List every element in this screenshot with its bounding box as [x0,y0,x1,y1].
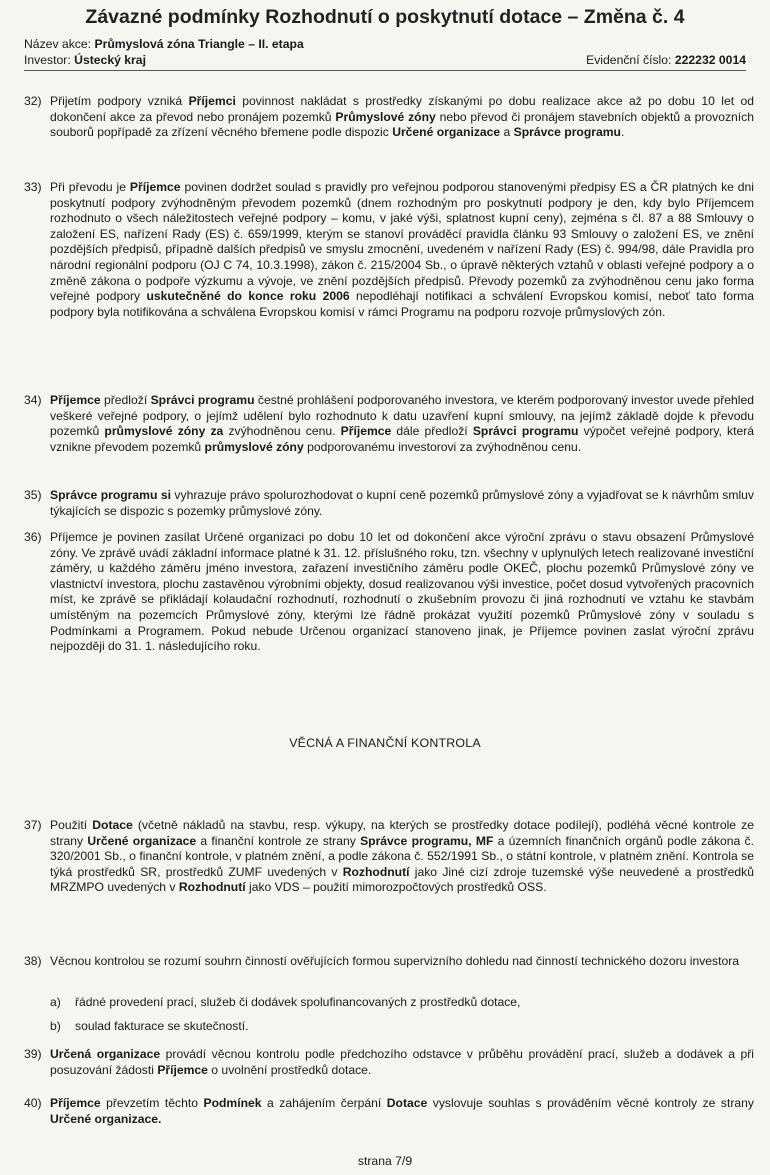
subclause-text: řádné provedení prací, služeb či dodávek spolufinancovaných z prostředků dotace, [75,995,521,1009]
bold-term: Příjemce [129,180,181,194]
bold-term: Příjemce [50,1096,101,1110]
investor-value: Ústecký kraj [74,53,146,67]
text-run: povinen dodržet soulad s pravidly pro veřejnou podporou stanovenými předpisy ES a ČR platných ke dni poskytnutí podpory zvýhodněným převodem pozemků (dnem rozhodným pro poskytnutí podpory je den, kdy bylo Příjemcem rozhodnuto o všech náležitostech veřejné podpory – komu, v jaké výši, splatnost kupní ceny), zejména s čl. 87 a 88 Smlouvy o založení ES, nařízení Rady (ES) č. 659/1999, kterým se stanoví prováděcí pravidla článku 93 Smlouvy o založení ES, ve znění pozdějších předpisů, případně dalších předpisů ve smyslu zmocnění, uvedeném v nařízení Rady (ES) č. 994/98, dále Pravidla pro národní regionální podporu (OJ C 74, 10.3.1998), zákon č. 215/2004 Sb., o úpravě některých vztahů v oblasti veřejné podpory a o změně zákona o podpoře výzkumu a vývoje, ve znění pozdějších předpisů. Převody pozemků za zvýhodněnou cenu jako forma veřejné podpory [50,180,755,304]
bold-term: Rozhodnutí [342,864,410,879]
text-run: (včetně nákladů na stavbu, resp. výkupy, na kterých se prostředky dotace podílejí), podléhá věcné kontrole ze strany [50,818,754,848]
subclause-b [50,1019,750,1035]
text-run: a [500,125,514,140]
clause-33 [24,180,754,320]
investor-label: Investor: [24,53,71,67]
clause-number: 32) [24,94,42,108]
text-run: jako VDS – použití mimorozpočtových prostředků OSS. [245,880,547,895]
subclause-text: soulad fakturace se skutečností. [75,1019,249,1033]
evidence-value: 222232 0014 [674,53,746,67]
clause-39 [24,1047,754,1078]
bold-term: Správce programu [513,125,621,140]
text-run: předloží [100,393,151,407]
bold-term: uskutečněné do konce roku 2006 [146,289,350,304]
page-number: strana 7/9 [357,1154,413,1168]
text-run: Použití [50,818,93,832]
text-run: Při převodu je [50,180,130,194]
clause-number: 37) [24,818,42,832]
clause-number: 40) [24,1096,42,1110]
text-run: . [620,125,625,140]
bold-term: průmyslové zóny [204,439,304,454]
bold-term: Dotace [92,818,133,832]
clause-number: 39) [24,1047,42,1061]
bold-term: Příjemce [340,424,392,439]
action-label: Název akce: [24,37,92,51]
subclause-letter: b) [50,1019,61,1033]
text-run: čestné prohlášení podporovaného investora, ve kterém podporovaný investor uvede přehled veškeré veřejné podpory, o jejímž udělení bylo rozhodnuto k datu uzavření kupní smlouvy, na jejímž základě dojde k převodu pozemků [50,393,754,439]
bold-term: Správce programu, MF [360,833,494,848]
text-run: Příjemce je povinen zasílat Určené organizaci po dobu 10 let od dokončení akce výroční zprávu o stavu obsazení Průmyslové zóny. Ve zprávě uvádí základní informace platné k 31. 12. příslušného roku, tzn. všechny v uplynulých letech realizované investiční záměry, u každého záměru jméno investora, zařazení investičního záměru podle OKEČ, plochu pozemků Průmyslové zóny ve vlastnictví investora, plochu zastavěnou výrobními objekty, dosud realizovanou výši investice, počet dosud vytvořených pracovních míst, ke zprávě se přikládají kolaudační rozhodnutí, rozhodnutí o zkušebním provozu či jiná rozhodnutí ve vztahu ke stavbám umístěným na pozemcích Průmyslové zóny, kterými lze řádně prokázat využití pozemků Průmyslové zóny v souladu s Podmínkami a Programem. Pokud nebude Určenou organizací stanoveno jinak, je Příjemce povinen zaslat výroční zprávu nejpozději do 31. 1. následujícího roku. [50,530,754,654]
clause-text [50,180,754,320]
clause-text [50,954,754,970]
clause-text [50,818,754,896]
clause-34 [24,393,754,455]
clause-32 [24,94,754,141]
clause-37 [24,818,754,896]
clause-number: 33) [24,180,42,194]
evidence-number [586,53,746,67]
section-heading: VĚCNÁ A FINANČNÍ KONTROLA [289,736,481,750]
clause-38 [24,954,754,970]
subclause-a [50,995,750,1011]
investor-line [24,53,746,67]
text-run: dále předloží [391,424,473,439]
text-run: výpočet veřejné podpory, která vznikne převodem pozemků [50,424,755,454]
page-title: Závazné podmínky Rozhodnutí o poskytnutí dotace – Změna č. 4 [85,6,685,28]
bold-term: Správci programu [472,424,579,439]
clause-35 [24,488,754,519]
bold-term: Určené organizace [392,125,501,140]
clause-text [50,530,754,655]
text-run: provádí věcnou kontrolu podle předchozího odstavce v průběhu provádění prací, služeb a dodávek a při posuzování žádosti [50,1047,754,1077]
bold-term: Určené organizace. [50,1111,162,1126]
clause-40 [24,1096,754,1127]
text-run: o uvolnění prostředků dotace. [207,1062,372,1077]
action-value: Průmyslová zóna Triangle – II. etapa [94,37,304,51]
text-run: a finanční kontrole ze strany [196,833,361,848]
evidence-label: Evidenční číslo: [586,53,672,67]
text-run: převzetím těchto [100,1096,204,1110]
text-run: nebo převod či pronájem stavebních objektů a provozních souborů popřípadě za zřízení věcného břemene podle dispozic [50,109,754,140]
header-divider [24,70,746,71]
bold-term: Podmínek [203,1096,262,1110]
bold-term: Určená organizace [50,1047,161,1061]
text-run: jako Jiné cizí zdroje tuzemské výše neuvedené a prostředků MRZMPO uvedených v [50,864,754,895]
bold-term: Dotace [386,1096,428,1110]
clause-text [50,488,754,519]
bold-term: Průmyslové zóny [335,109,436,124]
text-run: a územních finančních orgánů podle zákona č. 320/2001 Sb., o finanční kontrole, v platném znění, a podle zákona č. 552/1991 Sb., o státní kontrole, v platném znění. Kontrola se týká prostředků SR, prostředků ZUMF uvedených v [50,833,755,879]
bold-term: Příjemci [188,94,236,108]
clause-number: 34) [24,393,42,407]
text-run: vyslovuje souhlas s prováděním věcné kontroly ze strany [427,1096,754,1110]
clause-number: 35) [24,488,42,502]
bold-term: Správci programu [150,393,255,407]
bold-term: Rozhodnutí [178,880,246,895]
clause-number: 38) [24,954,42,968]
text-run: a zahájením čerpání [261,1096,387,1110]
bold-term: Příjemce [157,1062,208,1077]
text-run: Věcnou kontrolou se rozumí souhrn činností ověřujících formou supervizního dohledu nad činností technického dozoru investora [50,954,740,968]
text-run: nepodléhají notifikaci a schválení Evropskou komisí, neboť tato forma podpory byla notifikována a schválena Evropskou komisí v rámci Programu na podporu rozvoje průmyslových zón. [50,289,754,319]
subclause-letter: a) [50,995,61,1009]
text-run: povinnost nakládat s prostředky získanými po dobu realizace akce až po dobu 10 let od dokončení akce za převod nebo pronájem pozemků [50,94,754,124]
bold-term: průmyslové zóny za [104,424,224,439]
clause-text [50,94,754,141]
clause-text [50,1047,754,1078]
text-run: zvýhodněnou cenu. [223,424,341,439]
clause-number: 36) [24,530,42,544]
text-run: Přijetím podpory vzniká [50,94,189,108]
clause-36 [24,530,754,655]
bold-term: Příjemce [50,393,101,407]
text-run: podporovanému investorovi za zvýhodněnou cenu. [303,439,582,454]
bold-term: Určené organizace [87,833,197,848]
action-line [24,37,746,51]
text-run: vyhrazuje právo spolurozhodovat o kupní ceně pozemků průmyslové zóny a vyjadřovat se k návrhům smluv týkajících se dispozic s pozemky průmyslové zóny. [50,488,754,518]
bold-term: Správce programu si [50,488,171,502]
clause-text [50,393,754,455]
clause-text [50,1096,754,1127]
